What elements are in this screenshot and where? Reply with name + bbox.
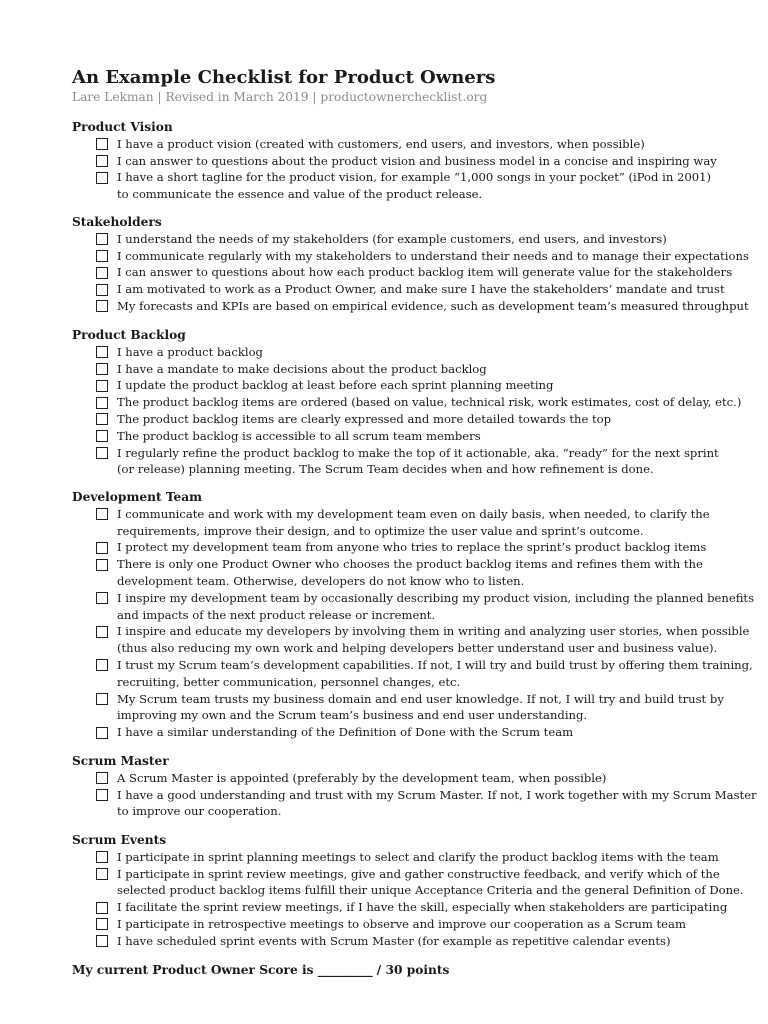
section-product-vision xyxy=(72,119,722,203)
checklist-item-text: to communicate the essence and value of the product release. xyxy=(117,187,483,202)
checklist-item xyxy=(72,248,749,265)
checkbox[interactable] xyxy=(96,542,108,554)
checklist-item xyxy=(72,623,750,657)
checklist-item xyxy=(72,691,722,725)
checkbox[interactable] xyxy=(96,267,108,279)
checkbox[interactable] xyxy=(96,233,108,245)
checklist-item-text: I update the product backlog at least before each sprint planning meeting xyxy=(117,378,554,393)
checklist-item-text: The product backlog items are clearly expressed and more detailed towards the top xyxy=(117,411,612,426)
checklist-item-text: requirements, improve their design, and to optimize the user value and sprint’s outcome. xyxy=(117,523,644,538)
checklist-item xyxy=(72,264,733,281)
checklist-item xyxy=(72,933,722,950)
checklist-item-text: I protect my development team from anyone who tries to replace the sprint’s product backlog items xyxy=(117,540,707,555)
checklist-item-text: I facilitate the sprint review meetings, if I have the skill, especially when stakeholders are participating xyxy=(117,900,728,915)
checklist-item-text: The product backlog is accessible to all scrum team members xyxy=(117,428,481,443)
checklist-item xyxy=(72,361,722,378)
checklist-item xyxy=(72,787,757,821)
section-scrum-events xyxy=(72,832,744,950)
checklist-item xyxy=(72,866,744,900)
checkbox[interactable] xyxy=(96,626,108,638)
checklist-item xyxy=(72,770,722,787)
section-product-backlog xyxy=(72,327,742,478)
checklist-item xyxy=(72,428,722,445)
checklist-item-text: I inspire my development team by occasionally describing my product vision, including the planned benefits xyxy=(117,590,755,605)
checklist-item-text: I participate in sprint planning meetings to select and clarify the product backlog items with the team xyxy=(117,849,719,864)
section-title: Scrum Master xyxy=(72,754,169,768)
checklist xyxy=(72,506,755,741)
section-title: Development Team xyxy=(72,490,203,504)
checklist-item-text: I inspire and educate my developers by involving them in writing and analyzing user stories, when possible xyxy=(117,624,750,639)
checklist-item xyxy=(72,899,728,916)
checklist-item-text: I participate in sprint review meetings, give and gather constructive feedback, and verify which of the xyxy=(117,866,720,881)
checklist-item xyxy=(72,849,722,866)
checklist xyxy=(72,770,757,820)
checklist-item-text: I have a similar understanding of the Definition of Done with the Scrum team xyxy=(117,725,574,740)
checkbox[interactable] xyxy=(96,693,108,705)
checklist-item xyxy=(72,445,722,479)
checklist-item-text: My Scrum team trusts my business domain and end user knowledge. If not, I will try and build trust by xyxy=(117,691,724,706)
checkbox[interactable] xyxy=(96,346,108,358)
checkbox[interactable] xyxy=(96,250,108,262)
checklist-item-text: and impacts of the next product release or increment. xyxy=(117,607,436,622)
section-title: Product Vision xyxy=(72,120,173,134)
checkbox[interactable] xyxy=(96,300,108,312)
checklist-item-text: I can answer to questions about the product vision and business model in a concise and inspiring way xyxy=(117,153,717,168)
checkbox[interactable] xyxy=(96,772,108,784)
checklist-item xyxy=(72,281,725,298)
checkbox[interactable] xyxy=(96,413,108,425)
checkbox[interactable] xyxy=(96,284,108,296)
checklist-item-text: I have a product backlog xyxy=(117,344,263,359)
checkbox[interactable] xyxy=(96,789,108,801)
checklist-item-text: A Scrum Master is appointed (preferably by the development team, when possible) xyxy=(117,770,607,785)
checkbox[interactable] xyxy=(96,172,108,184)
checkbox[interactable] xyxy=(96,851,108,863)
checklist-item xyxy=(72,411,722,428)
checkbox[interactable] xyxy=(96,659,108,671)
checklist-item xyxy=(72,169,722,203)
checkbox[interactable] xyxy=(96,918,108,930)
section-scrum-master xyxy=(72,753,757,820)
checklist-item-text: I am motivated to work as a Product Owner, and make sure I have the stakeholders’ mandate and trust xyxy=(117,282,725,297)
section-title: Product Backlog xyxy=(72,328,186,342)
checklist-item-text: I understand the needs of my stakeholders (for example customers, end users, and investors) xyxy=(117,231,667,246)
checklist-item-text: I communicate regularly with my stakeholders to understand their needs and to manage their expectations xyxy=(117,248,749,263)
checklist-item-text: The product backlog items are ordered (based on value, technical risk, work estimates, cost of delay, etc.) xyxy=(117,395,742,410)
checklist-item-text: I can answer to questions about how each product backlog item will generate value for the stakeholders xyxy=(117,265,733,280)
checkbox[interactable] xyxy=(96,508,108,520)
checklist-item-text: I have a mandate to make decisions about the product backlog xyxy=(117,361,487,376)
checklist-item-text: to improve our cooperation. xyxy=(117,804,282,819)
checkbox[interactable] xyxy=(96,935,108,947)
checkbox[interactable] xyxy=(96,363,108,375)
section-development-team xyxy=(72,489,755,741)
checklist-item-text: I participate in retrospective meetings to observe and improve our cooperation as a Scrum team xyxy=(117,916,686,931)
section-title: Stakeholders xyxy=(72,215,162,229)
checklist xyxy=(72,231,749,315)
checklist-item-text: I regularly refine the product backlog to make the top of it actionable, aka. “ready” for the next sprint xyxy=(117,445,719,460)
checklist-item-text: development team. Otherwise, developers do not know who to listen. xyxy=(117,573,525,588)
checklist xyxy=(72,344,742,478)
score-line: My current Product Owner Score is _________ / 30 points xyxy=(72,963,450,977)
checkbox[interactable] xyxy=(96,155,108,167)
checklist-item xyxy=(72,916,722,933)
checklist-item xyxy=(72,377,722,394)
section-stakeholders xyxy=(72,214,749,315)
checklist-item xyxy=(72,590,755,624)
checklist-item-text: (or release) planning meeting. The Scrum Team decides when and how refinement is done. xyxy=(117,462,654,477)
checklist-item xyxy=(72,506,722,540)
checklist-item xyxy=(72,724,722,741)
checkbox[interactable] xyxy=(96,397,108,409)
checklist-item xyxy=(72,298,749,315)
page-subtitle: Lare Lekman | Revised in March 2019 | productownerchecklist.org xyxy=(72,90,488,104)
checkbox[interactable] xyxy=(96,380,108,392)
checklist-item xyxy=(72,344,722,361)
checklist-item-text: I have a short tagline for the product vision, for example “1,000 songs in your pocket” (iPod in 2001) xyxy=(117,170,712,185)
checkbox[interactable] xyxy=(96,559,108,571)
checklist xyxy=(72,136,722,203)
checkbox[interactable] xyxy=(96,902,108,914)
checklist-item xyxy=(72,539,722,556)
checklist-item-text: improving my own and the Scrum team’s business and end user understanding. xyxy=(117,708,588,723)
checklist-item-text: I trust my Scrum team’s development capabilities. If not, I will try and build trust by offering them training, xyxy=(117,657,753,672)
checkbox[interactable] xyxy=(96,727,108,739)
checklist-item-text: selected product backlog items fulfill their unique Acceptance Criteria and the general Definition of Done. xyxy=(117,883,744,898)
page-title: An Example Checklist for Product Owners xyxy=(72,67,496,88)
checklist-item xyxy=(72,394,742,411)
checkbox[interactable] xyxy=(96,592,108,604)
checklist xyxy=(72,849,744,950)
checklist-item xyxy=(72,136,722,153)
checkbox[interactable] xyxy=(96,430,108,442)
checklist-item-text: My forecasts and KPIs are based on empirical evidence, such as development team’s measured throughput xyxy=(117,298,749,313)
section-title: Scrum Events xyxy=(72,833,167,847)
checklist-item-text: (thus also reducing my own work and helping developers better understand user and business value). xyxy=(117,641,718,656)
checkbox[interactable] xyxy=(96,138,108,150)
checklist-item-text: I communicate and work with my development team even on daily basis, when needed, to clarify the xyxy=(117,506,710,521)
checklist-item-text: recruiting, better communication, personnel changes, etc. xyxy=(117,674,461,689)
checklist-item-text: I have a product vision (created with customers, end users, and investors, when possible) xyxy=(117,136,645,151)
checklist-item xyxy=(72,556,722,590)
checkbox[interactable] xyxy=(96,868,108,880)
checklist-item xyxy=(72,153,722,170)
checkbox[interactable] xyxy=(96,447,108,459)
checklist-item xyxy=(72,657,753,691)
checklist-item xyxy=(72,231,722,248)
checklist-item-text: There is only one Product Owner who chooses the product backlog items and refines them with the xyxy=(117,557,703,572)
checklist-item-text: I have a good understanding and trust with my Scrum Master. If not, I work together with my Scrum Master xyxy=(117,787,757,802)
checklist-item-text: I have scheduled sprint events with Scrum Master (for example as repetitive calendar events) xyxy=(117,933,671,948)
